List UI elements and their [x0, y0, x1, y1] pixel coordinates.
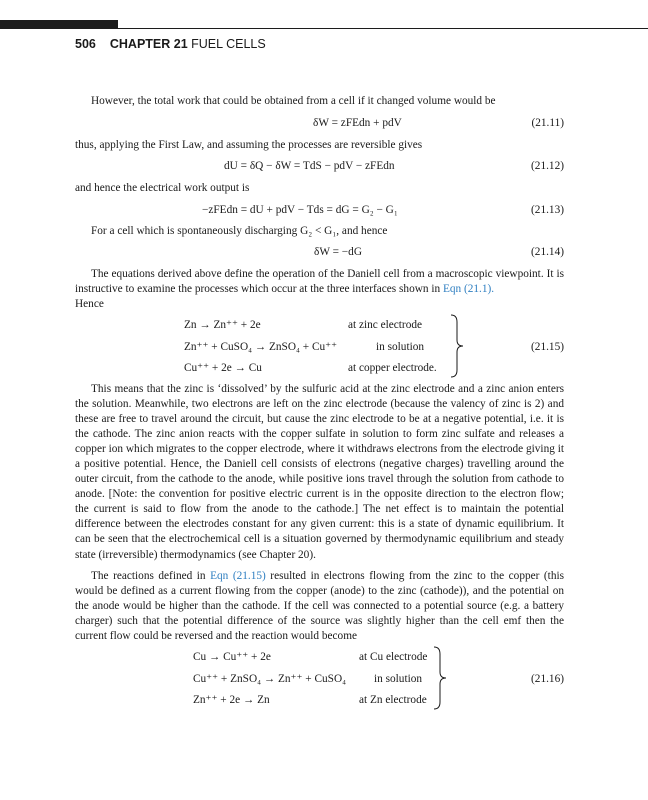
reaction-21-15-line-3: Cu⁺⁺ + 2e → Cu: [184, 362, 262, 374]
equation-21-14: δW = −dG: [314, 246, 362, 258]
equation-21-12: dU = δQ − δW = TdS − pdV − zFEdn: [224, 160, 395, 172]
reaction-21-15-line-2: Zn⁺⁺ + CuSO₄ → ZnSO₄ + Cu⁺⁺: [184, 341, 338, 353]
paragraph-5-text: The equations derived above define the operation of the Daniell cell from a macroscopic viewpoint. It is instructive to examine the processes which occur at the three interfaces shown in: [75, 268, 564, 296]
reaction-21-15-line-2-location: in solution: [376, 341, 425, 353]
reaction-21-15-line-1-location: at zinc electrode: [348, 319, 423, 331]
chapter-title: FUEL CELLS: [191, 37, 266, 51]
paragraph-7-start: The reactions defined in: [91, 570, 211, 582]
paragraph-7-text: resulted in electrons flowing from the zinc to the copper (this would be defined as a current flowing from the copper (anode) to the zinc (cathode)), and the potential on the anode would be higher than the cathode. If the cell was connected to a potential source (e.g. a battery charger) such that the potential difference of the source was slightly higher than the cell emf then the current flow could be reversed and the reaction would become: [75, 570, 565, 643]
header-rule: [0, 28, 648, 29]
reaction-21-15-line-3-location: at copper electrode.: [348, 362, 437, 374]
equation-number-21-16: (21.16): [531, 673, 564, 685]
reaction-21-16-line-3-location: at Zn electrode: [359, 694, 427, 706]
reaction-21-15-line-1: Zn → Zn⁺⁺ + 2e: [184, 319, 261, 331]
reaction-21-16-line-3: Zn⁺⁺ + 2e → Zn: [193, 694, 270, 706]
reaction-21-16-line-2: Cu⁺⁺ + ZnSO₄ → Zn⁺⁺ + CuSO₄: [193, 673, 347, 685]
paragraph-3: and hence the electrical work output is: [75, 182, 250, 194]
paragraph-5-end: Hence: [75, 298, 104, 311]
right-brace-icon: [449, 314, 465, 378]
reaction-21-16-line-1: Cu → Cu⁺⁺ + 2e: [193, 651, 271, 663]
equation-number-21-13: (21.13): [531, 204, 564, 216]
page-number: 506: [75, 37, 96, 51]
eqn-21-1-link[interactable]: Eqn (21.1).: [442, 283, 495, 296]
reaction-21-16-line-2-location: in solution: [374, 673, 423, 685]
right-brace-icon: [432, 646, 448, 710]
equation-21-13: −zFEdn = dU + pdV − Tds = dG = G₂ − G₁: [202, 204, 398, 216]
paragraph-2: thus, applying the First Law, and assuming the processes are reversible gives: [75, 139, 423, 151]
equation-number-21-11: (21.11): [531, 117, 564, 129]
chapter-label: CHAPTER 21: [109, 37, 188, 51]
running-header: [75, 37, 266, 51]
paragraph-5: [75, 267, 564, 312]
equation-21-11: δW = zFEdn + pdV: [313, 117, 402, 129]
equation-number-21-15: (21.15): [531, 341, 564, 353]
paragraph-1: However, the total work that could be obtained from a cell if it changed volume would be: [91, 95, 496, 107]
paragraph-6: This means that the zinc is ‘dissolved’ by the sulfuric acid at the zinc electrode and a zinc anion enters the solution. Meanwhile, two electrons are left on the zinc electrode (because the valency of zinc is 2) and these are free to travel around the circuit, but cause the zinc electrode to be at a negative potential, i.e. it is the cathode. The zinc anion reacts with the copper sulfate in solution to form zinc sulfate and releases a copper ion which migrates to the copper electrode, where it withdraws electrons from the electrode giving it a positive potential. Hence, the Daniell cell consists of electrons (negative charges) travelling around the outer circuit, from the cathode to the anode, while positive ions travel through the solution from cathode to anode. [Note: the convention for positive electric current is in the opposite direction to the electron flow; the current is said to flow from the anode to the cathode.] The net effect is to maintain the potential difference between the electrodes constant for any given current: this is a state of dynamic equilibrium. It can be seen that the electrochemical cell is a situation governed by thermodynamic equilibrium and steady state (irreversible) thermodynamics (see Chapter 20).: [75, 383, 564, 561]
eqn-21-15-link[interactable]: Eqn (21.15): [210, 570, 266, 582]
paragraph-7: [75, 569, 564, 644]
paragraph-4: For a cell which is spontaneously discharging G₂ < G₁, and hence: [91, 225, 388, 237]
reaction-21-16-line-1-location: at Cu electrode: [359, 651, 428, 663]
equation-number-21-12: (21.12): [531, 160, 564, 172]
equation-number-21-14: (21.14): [531, 246, 564, 258]
